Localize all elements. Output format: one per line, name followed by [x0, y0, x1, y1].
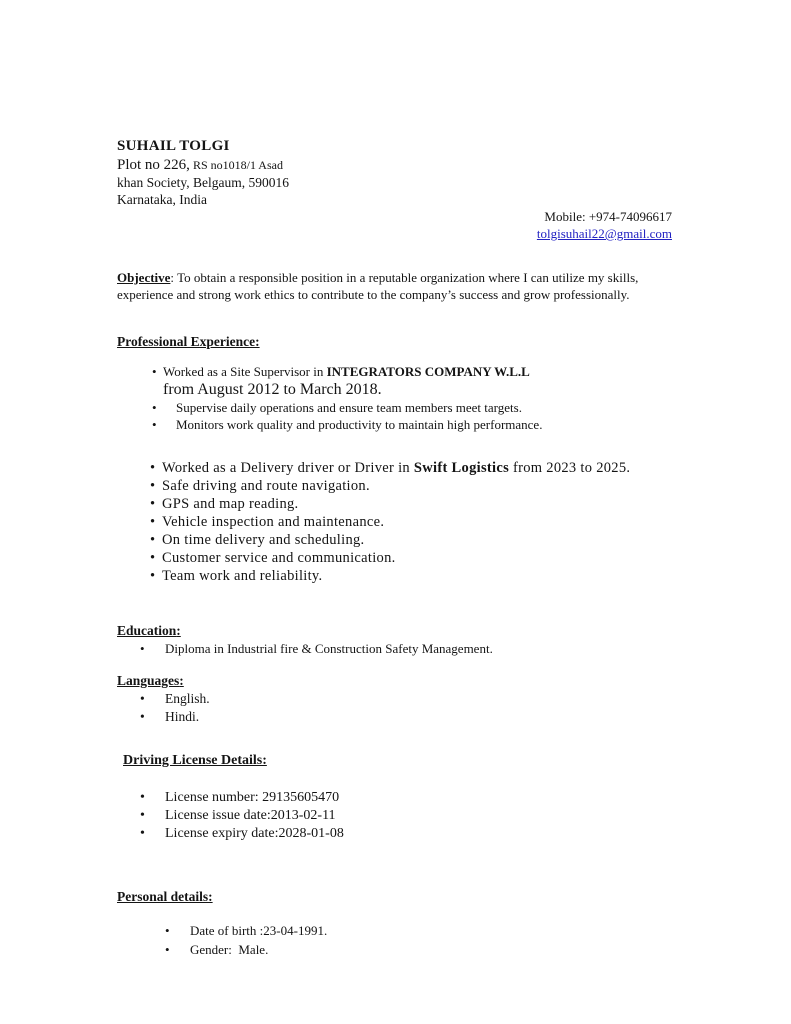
bullet-marker: •: [150, 567, 156, 584]
education-heading: [117, 622, 672, 640]
job2-bullet: On time delivery and scheduling.: [162, 531, 365, 548]
list-item: [117, 531, 672, 549]
job2-bullet: Customer service and communication.: [162, 549, 396, 566]
objective-heading: Objective: [117, 270, 171, 285]
license-heading: Driving License Details:: [123, 753, 267, 768]
address-rs-number: RS no1018/1 Asad: [189, 158, 283, 172]
list-item: [117, 640, 672, 658]
list-item: [117, 363, 672, 381]
address-line-1: [117, 156, 672, 174]
list-item: [117, 459, 672, 477]
job2-title-line: [162, 459, 630, 477]
list-item: [117, 941, 672, 960]
bullet-marker: •: [140, 826, 145, 841]
job1-company: INTEGRATORS COMPANY W.L.L: [326, 364, 530, 379]
bullet-marker: •: [150, 513, 156, 530]
job2-bullet: Safe driving and route navigation.: [162, 477, 370, 494]
date-of-birth: Date of birth :23-04-1991.: [190, 923, 328, 938]
license-issue-date: License issue date:2013-02-11: [165, 808, 336, 823]
language-item: English.: [165, 691, 210, 706]
languages-heading-colon: :: [179, 673, 184, 688]
address-line-2: khan Society, Belgaum, 590016: [117, 175, 289, 190]
mobile-number: Mobile: +974-74096617: [544, 209, 672, 224]
contact-block: [117, 208, 672, 242]
languages-list: [117, 690, 672, 725]
bullet-marker: •: [140, 640, 145, 656]
education-list: [117, 640, 672, 658]
bullet-marker: •: [152, 364, 157, 379]
job1-title-prefix: Worked as a Site Supervisor in: [163, 364, 327, 379]
objective-text: To obtain a responsible position in a reputable organization where I can utilize my skills, experience and strong work ethics to contribute to the company’s success and grow professionally.: [117, 270, 642, 302]
job2-title-prefix: Worked as a Delivery driver or Driver in: [162, 459, 414, 476]
list-item: [117, 825, 672, 843]
personal-heading: Personal details:: [117, 889, 213, 904]
personal-list: [117, 922, 672, 959]
list-item: [117, 807, 672, 825]
list-item: [117, 495, 672, 513]
email-link[interactable]: tolgisuhail22@gmail.com: [536, 226, 672, 241]
license-expiry-date: License expiry date:2028-01-08: [165, 826, 344, 841]
bullet-marker: •: [150, 531, 156, 548]
experience-job1: [117, 363, 672, 434]
address-line-3: Karnataka, India: [117, 192, 207, 207]
bullet-marker: •: [150, 477, 156, 494]
bullet-marker: •: [150, 549, 156, 566]
job1-bullet: Supervise daily operations and ensure team members meet targets.: [176, 399, 522, 415]
address-plot: Plot no 226,: [117, 157, 190, 173]
license-number: License number: 29135605470: [165, 790, 340, 805]
education-heading-colon: :: [176, 622, 181, 638]
list-item: [117, 567, 672, 585]
license-list: [117, 789, 672, 843]
list-item: [117, 708, 672, 726]
bullet-marker: •: [165, 941, 170, 957]
job2-bullet: GPS and map reading.: [162, 495, 299, 512]
list-item: [117, 477, 672, 495]
candidate-name: SUHAIL TOLGI: [117, 138, 230, 154]
bullet-marker: •: [140, 808, 145, 823]
bullet-marker: •: [152, 417, 157, 432]
objective-colon: :: [170, 270, 178, 285]
experience-heading: Professional Experience:: [117, 334, 260, 349]
languages-heading-text: Languages: [117, 673, 180, 688]
bullet-marker: •: [150, 495, 156, 512]
bullet-marker: •: [152, 399, 157, 415]
list-item: [117, 549, 672, 567]
languages-heading: [117, 672, 672, 690]
job1-bullet: Monitors work quality and productivity to maintain high performance.: [176, 417, 543, 432]
bullet-marker: •: [140, 691, 145, 706]
list-item: [117, 399, 672, 417]
education-heading-text: Education: [117, 622, 177, 638]
bullet-marker: •: [140, 790, 145, 805]
job2-bullet: Team work and reliability.: [162, 567, 323, 584]
experience-job2: [117, 459, 672, 585]
job1-title-line: [163, 363, 530, 381]
bullet-marker: •: [150, 459, 156, 476]
education-item: Diploma in Industrial fire & Construction Safety Management.: [165, 640, 493, 656]
list-item: [117, 922, 672, 941]
job2-dates: from 2023 to 2025.: [509, 459, 631, 476]
bullet-marker: •: [165, 923, 170, 938]
list-item: [117, 690, 672, 708]
objective-section: [117, 269, 672, 303]
email-line: [117, 225, 672, 242]
job2-company: Swift Logistics: [413, 459, 510, 476]
list-item: [117, 416, 672, 434]
language-item: Hindi.: [165, 708, 200, 724]
bullet-marker: •: [140, 708, 145, 724]
job2-bullet: Vehicle inspection and maintenance.: [162, 513, 385, 530]
list-item: [117, 513, 672, 531]
job1-dates: from August 2012 to March 2018.: [163, 380, 382, 398]
list-item: [117, 789, 672, 807]
gender: Gender: Male.: [190, 941, 269, 957]
